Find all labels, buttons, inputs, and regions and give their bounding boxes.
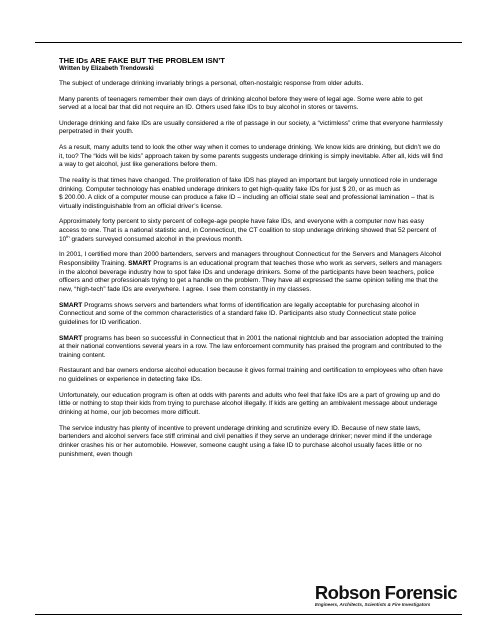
article-title: THE IDs ARE FAKE BUT THE PROBLEM ISN’T: [59, 56, 225, 65]
paragraph-2: Many parents of teenagers remember their own days of drinking alcohol before they were of legal age. Some were able to get served at a local bar that did not require an ID. Others used fake IDs to buy alcohol in stores or taverns.: [59, 95, 423, 112]
smart-program-name: SMART: [59, 334, 83, 342]
paragraph-7-text-b: Programs is an educational program that teaches those who work as servers, sellers and managers in the alcohol beverage industry how to spot fake IDs and underage drinkers. Some of the participants have been teachers, police officers and other professionals trying to get a handle on the problem. They have all expressed the same opinion telling me that the new, “high-tech” fade IDs are everywhere. I agree. I see them constantly in my classes.: [59, 260, 442, 294]
paragraph-10: Restaurant and bar owners endorse alcohol education because it gives formal training and certification to employees who often have no guidelines or experience in detecting fake IDs.: [59, 367, 443, 384]
paragraph-8: [59, 302, 444, 328]
paragraph-7: [59, 251, 444, 295]
paragraph-3: Underage drinking and fake IDs are usually considered a rite of passage in our society, a “victimless” crime that everyone harmlessly perpetrated in their youth.: [59, 119, 443, 136]
logo-tagline: Engineers, Architects, Scientists & Fire Investigators: [314, 602, 431, 607]
paragraph-7-text-a: In 2001, I certified more than 2000 bartenders, servers and managers throughout Connecticut for the Servers and Managers Alcohol Responsibility Training.: [59, 251, 442, 268]
article-body: [59, 56, 444, 466]
ordinal-suffix: th: [66, 233, 70, 239]
paragraph-6: [59, 218, 444, 244]
logo-name: Robson Forensic: [314, 582, 457, 603]
paragraph-9-text: programs has been so successful in Connecticut that in 2001 the national nightclub and bar association adopted the training at their national conventions several years in a row. The law enforcement community has praised the program and contributed to the training content.: [59, 334, 443, 359]
paragraph-12: The service industry has plenty of incentive to prevent underage drinking and scrutinize every ID. Because of new state laws, bartenders and alcohol servers face stiff criminal and civil penalties if they serve an underage drinker; never mind if the underage drinker crashes his or her automobile. However, someone caught using a fake ID to purchase alcohol usually faces little or no punishment, even though: [59, 424, 432, 458]
paragraph-6-text-b: graders surveyed consumed alcohol in the previous month.: [69, 235, 243, 243]
header-rule: [35, 42, 462, 43]
paragraph-6-text-a: Approximately forty percent to sixty percent of college-age people have fake IDs, and everyone with a computer now has easy access to one. That is a national statistic and, in Connecticut, the CT coalition to stop underage drinking showed that 52 percent of 10: [59, 218, 437, 243]
paragraph-8-text: Programs shows servers and bartenders what forms of identification are legally acceptable for purchasing alcohol in Connecticut and some of the common characteristics of a standard fake ID. Participants also study Connecticut state police guidelines for ID verification.: [59, 301, 420, 327]
company-logo: [315, 583, 457, 608]
article-byline: Written by Elizabeth Trendowski: [59, 65, 154, 72]
paragraph-1: The subject of underage drinking invariably brings a personal, often-nostalgic response from older adults.: [59, 80, 364, 87]
paragraph-11: Unfortunately, our education program is often at odds with parents and adults who feel that fake IDs are a part of growing up and do little or nothing to stop their kids from trying to purchase alcohol illegally. If kids are getting an ambivalent message about underage drinking at home, our job becomes more difficult.: [59, 391, 440, 417]
paragraph-4: As a result, many adults tend to look the other way when it comes to underage drinking. We know kids are drinking, but didn’t we do it, too? The “kids will be kids” approach taken by some parents suggests underage drinking is simply inevitable. After all, kids will find a way to get alcohol, just like generations before them.: [59, 143, 443, 169]
smart-program-name: SMART: [59, 301, 83, 309]
footer-rule: [35, 614, 462, 615]
paragraph-9: [59, 335, 444, 361]
paragraph-5: The reality is that times have changed. The proliferation of fake IDS has played an important but largely unnoticed role in underage drinking. Computer technology has enabled underage drinkers to get high-quality fake IDs for just $ 20, or as much as $ 200.00. A click of a computer mouse can produce a fake ID – including an official state seal and professional lamination – that is virtually indistinguishable from an official driver’s license.: [59, 176, 438, 210]
smart-program-name: SMART: [128, 260, 152, 268]
